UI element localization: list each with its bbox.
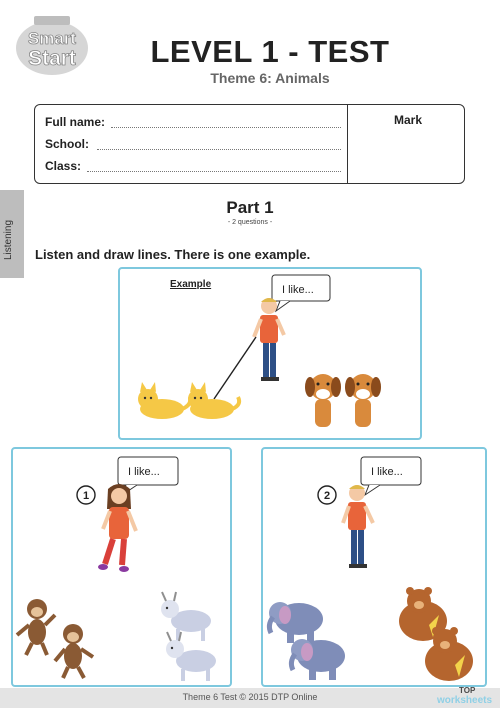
monkey-icon bbox=[17, 599, 55, 655]
example-label: Example bbox=[170, 279, 212, 290]
example-bubble-text: I like... bbox=[282, 284, 314, 296]
student-info-box bbox=[34, 104, 465, 184]
monkey-icon bbox=[55, 624, 93, 678]
page-subtitle: Theme 6: Animals bbox=[210, 70, 330, 86]
listening-tab-label: Listening bbox=[3, 219, 14, 260]
elephant-icon bbox=[269, 602, 323, 643]
example-speech-bubble bbox=[272, 275, 330, 311]
class-field[interactable] bbox=[87, 171, 341, 172]
question-2-number-badge bbox=[318, 486, 336, 504]
page-title: LEVEL 1 - TEST bbox=[150, 34, 390, 69]
question-1-number-badge bbox=[77, 486, 95, 504]
question-2-number: 2 bbox=[323, 490, 331, 502]
part-subtitle: - 2 questions - bbox=[227, 219, 273, 226]
full-name-label: Full name: bbox=[45, 115, 106, 129]
brand-top: TOP bbox=[459, 686, 476, 695]
full-name-field[interactable] bbox=[111, 127, 341, 128]
school-label: School: bbox=[45, 137, 89, 151]
dog-icon bbox=[305, 374, 341, 427]
example-panel bbox=[118, 267, 422, 440]
question-1-bubble-text: I like... bbox=[128, 466, 160, 478]
footer-text: Theme 6 Test © 2015 DTP Online bbox=[182, 692, 318, 702]
boy-figure bbox=[343, 485, 373, 568]
logo-line1: Smart bbox=[27, 29, 77, 48]
brand-bottom: worksheets bbox=[437, 695, 493, 706]
question-2-speech-bubble bbox=[361, 457, 421, 495]
example-boy-figure bbox=[254, 298, 284, 381]
smart-start-logo bbox=[14, 14, 90, 78]
logo-line2: Start bbox=[28, 47, 76, 70]
instruction-text: Listen and draw lines. There is one example. bbox=[35, 247, 311, 262]
cat-icon bbox=[188, 382, 239, 419]
dog-icon bbox=[345, 374, 381, 427]
part-title: Part 1 bbox=[226, 198, 274, 217]
question-1-panel[interactable] bbox=[11, 447, 232, 687]
class-label: Class: bbox=[45, 159, 82, 173]
mark-label: Mark bbox=[394, 113, 423, 127]
girl-figure bbox=[98, 484, 136, 572]
question-2-bubble-text: I like... bbox=[371, 466, 403, 478]
elephant-icon bbox=[291, 639, 345, 680]
listening-tab bbox=[0, 190, 24, 278]
question-2-panel[interactable] bbox=[261, 447, 487, 687]
question-1-number: 1 bbox=[82, 490, 90, 502]
goat-icon bbox=[166, 632, 216, 681]
school-field[interactable] bbox=[97, 149, 341, 150]
example-answer-line bbox=[214, 337, 256, 399]
cat-icon bbox=[138, 382, 190, 419]
info-divider bbox=[347, 105, 348, 183]
